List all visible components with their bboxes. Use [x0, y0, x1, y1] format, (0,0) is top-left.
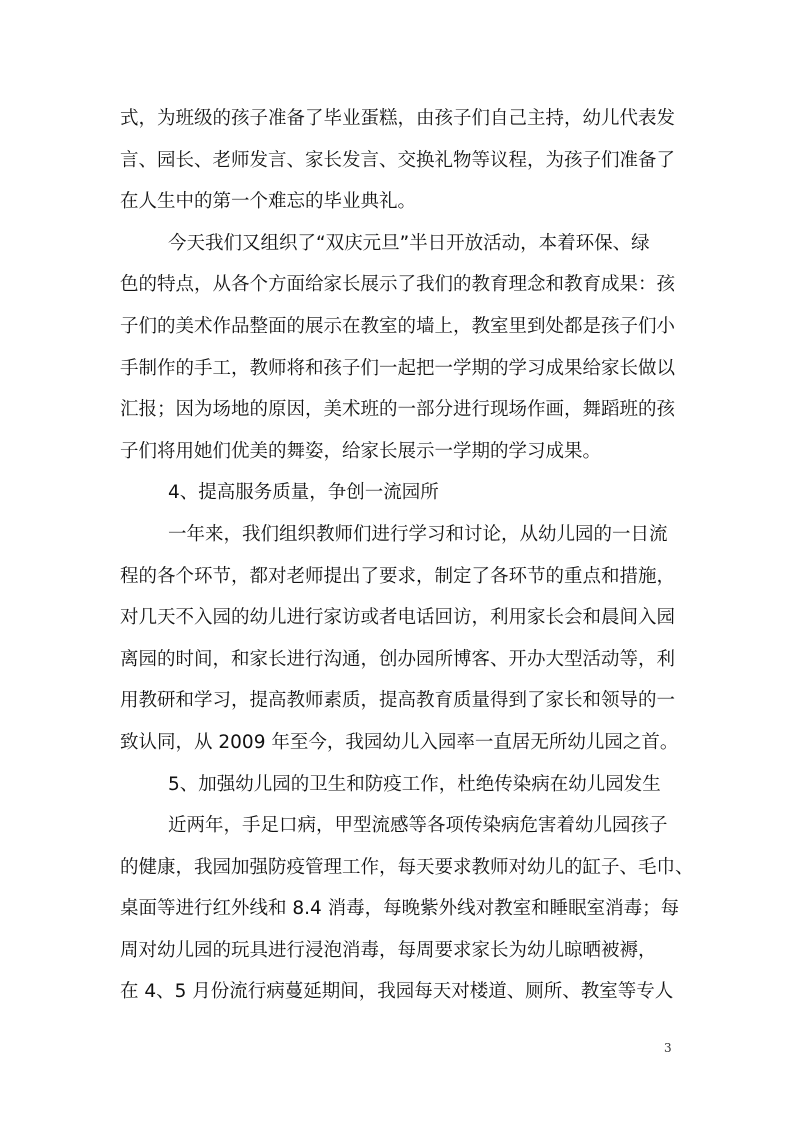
text-line: 汇报；因为场地的原因，美术班的一部分进行现场作画，舞蹈班的孩 — [120, 399, 676, 421]
text-line: 在人生中的第一个难忘的毕业典礼。 — [120, 191, 417, 213]
text-line: 子们将用她们优美的舞姿，给家长展示一学期的学习成果。 — [120, 440, 602, 462]
text-line: 离园的时间，和家长进行沟通，创办园所博客、开办大型活动等，利 — [120, 648, 676, 670]
text-line: 周对幼儿园的玩具进行浸泡消毒，每周要求家长为幼儿晾晒被褥， — [120, 939, 657, 961]
text-line: 色的特点，从各个方面给家长展示了我们的教育理念和教育成果：孩 — [120, 274, 676, 296]
text-line: 程的各个环节，都对老师提出了要求，制定了各环节的重点和措施， — [120, 565, 676, 587]
body-text — [120, 98, 694, 1013]
text-line: 子们的美术作品整面的展示在教室的墙上，教室里到处都是孩子们小 — [120, 315, 676, 337]
text-line: 用教研和学习，提高教师素质，提高教育质量得到了家长和领导的一 — [120, 690, 676, 712]
text-line: 的健康，我园加强防疫管理工作，每天要求教师对幼儿的缸子、毛巾、 — [120, 856, 694, 878]
text-line: 桌面等进行红外线和 8.4 消毒，每晚紫外线对教室和睡眠室消毒；每 — [120, 898, 680, 920]
text-line: 近两年，手足口病，甲型流感等各项传染病危害着幼儿园孩子 — [168, 815, 668, 837]
text-line: 对几天不入园的幼儿进行家访或者电话回访，利用家长会和晨间入园 — [120, 607, 676, 629]
text-line: 在 4、5 月份流行病蔓延期间，我园每天对楼道、厕所、教室等专人 — [120, 981, 674, 1003]
text-line: 式，为班级的孩子准备了毕业蛋糕，由孩子们自己主持，幼儿代表发 — [120, 108, 676, 129]
text-line: 言、园长、老师发言、家长发言、交换礼物等议程，为孩子们准备了 — [120, 149, 676, 171]
section-heading: 5、加强幼儿园的卫生和防疫工作，杜绝传染病在幼儿园发生 — [168, 773, 661, 795]
section-heading: 4、提高服务质量，争创一流园所 — [168, 482, 439, 504]
page-number: 3 — [664, 1041, 672, 1055]
text-line: 今天我们又组织了“双庆元旦”半日开放活动，本着环保、绿 — [168, 232, 650, 254]
text-line: 一年来，我们组织教师们进行学习和讨论，从幼儿园的一日流 — [168, 523, 668, 545]
text-line: 手制作的手工，教师将和孩子们一起把一学期的学习成果给家长做以 — [120, 357, 676, 379]
text-line: 致认同，从 2009 年至今，我园幼儿入园率一直居无所幼儿园之首。 — [120, 731, 679, 753]
